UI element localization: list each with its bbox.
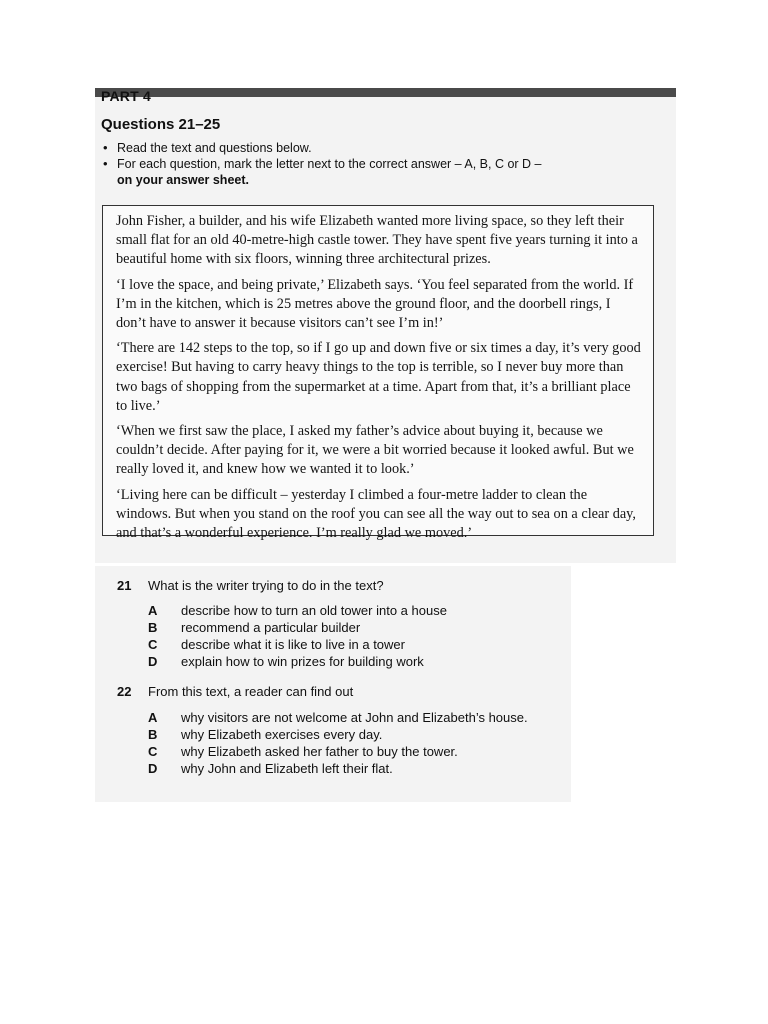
option-text: explain how to win prizes for building work — [181, 654, 424, 669]
reading-passage — [102, 205, 654, 542]
questions-heading: Questions 21–25 — [101, 116, 221, 133]
questions-panel — [95, 566, 571, 802]
passage-paragraph: ‘When we first saw the place, I asked my father’s advice about buying it, because we couldn’t decide. After paying for it, we were a bit worried because it looked awful. But we really loved it, and knew how we wanted it to look.’ — [116, 423, 634, 478]
instruction-item — [101, 156, 661, 188]
question-number: 21 — [117, 578, 132, 593]
option-letter: A — [148, 603, 158, 618]
instruction-emphasis: on your answer sheet. — [117, 173, 249, 187]
option-text: describe what it is like to live in a tower — [181, 637, 405, 652]
option-letter: C — [148, 637, 158, 652]
part-label: PART 4 — [101, 88, 151, 104]
question-number: 22 — [117, 684, 132, 699]
question-text: What is the writer trying to do in the text? — [148, 578, 384, 593]
option-text: why visitors are not welcome at John and Elizabeth’s house. — [181, 710, 528, 725]
option-letter: C — [148, 744, 158, 759]
option-letter: B — [148, 727, 158, 742]
passage-paragraph: ‘I love the space, and being private,’ Elizabeth says. ‘You feel separated from the world. If I’m in the kitchen, which is 25 metres above the ground floor, and the doorbell rings, I don’t have to answer it because visitors can’t see I’m in!’ — [116, 276, 634, 332]
option-text: recommend a particular builder — [181, 620, 361, 635]
option-letter: A — [148, 710, 158, 725]
option-letter: B — [148, 620, 158, 635]
instruction-text: For each question, mark the letter next to the correct answer – A, B, C or D – — [117, 157, 542, 171]
passage-paragraph: John Fisher, a builder, and his wife Elizabeth wanted more living space, so they left their small flat for an old 40-metre-high castle tower. They have spent five years turning it into a beautiful home with six floors, winning three architectural prizes. — [116, 213, 638, 268]
passage-paragraph: ‘There are 142 steps to the top, so if I go up and down five or six times a day, it’s very good exercise! But having to carry heavy things to the top is terrible, so I never buy more than two bags of shopping from the supermarket at a time. Apart from that, it’s a brilliant place to live.’ — [116, 340, 641, 414]
option-text: describe how to turn an old tower into a house — [181, 603, 447, 618]
option-text: why John and Elizabeth left their flat. — [181, 761, 393, 776]
question-text: From this text, a reader can find out — [148, 684, 354, 699]
option-letter: D — [148, 654, 158, 669]
option-text: why Elizabeth asked her father to buy the tower. — [181, 744, 458, 759]
instruction-item — [101, 140, 661, 156]
option-letter: D — [148, 761, 158, 776]
passage-paragraph: ‘Living here can be difficult – yesterday I climbed a four-metre ladder to clean the windows. But when you stand on the roof you can see all the way out to sea on a clear day, and that’s a wonderful experience. I’m really glad we moved.’ — [116, 486, 636, 542]
instructions-list — [101, 140, 661, 188]
option-text: why Elizabeth exercises every day. — [181, 727, 383, 742]
exam-header-panel — [95, 88, 676, 563]
header-rule — [95, 88, 676, 97]
instruction-text: Read the text and questions below. — [117, 141, 312, 155]
